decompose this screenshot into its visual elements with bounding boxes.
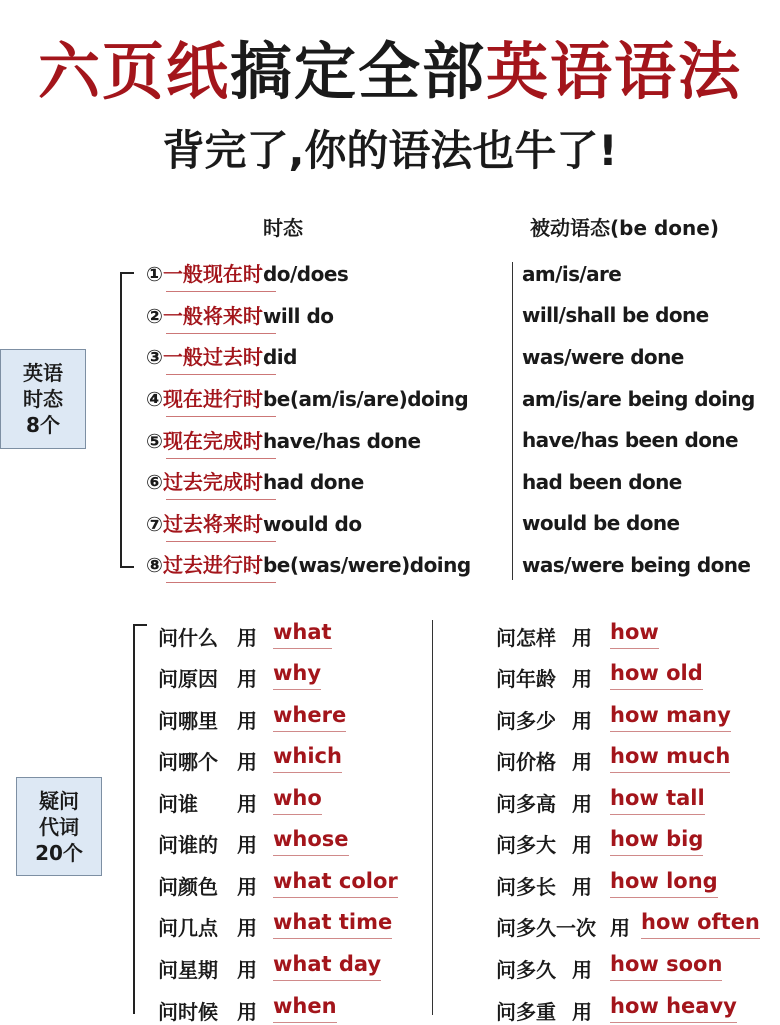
question-word-left: what time [273,910,392,939]
tense-underline [166,374,276,375]
question-prompt-left: 问谁的 [158,833,218,857]
question-use-right: 用 [572,626,592,650]
question-use-left: 用 [237,1000,257,1024]
question-word-right: how heavy [610,994,737,1023]
tense-number: ⑧ [146,553,163,577]
question-word-right: how [610,620,659,649]
passive-form: have/has been done [522,428,738,452]
question-prompt-left: 问星期 [158,958,218,982]
tense-row [146,383,468,423]
question-prompt-right: 问多久 [496,958,556,982]
question-use-right: 用 [610,916,630,940]
tense-form: do/does [262,262,349,286]
tense-row [146,425,421,465]
question-prompt-right: 问年龄 [496,667,556,691]
question-box-line: 代词 [39,815,79,839]
passive-form: was/were done [522,345,684,369]
question-category-box [16,777,102,876]
tense-form: have/has done [262,429,421,453]
tense-bracket [120,272,122,568]
tense-name: 现在完成时 [162,429,263,453]
passive-form: was/were being done [522,553,751,577]
tense-form: be(was/were)doing [262,553,471,577]
question-use-left: 用 [237,916,257,940]
question-word-left: when [273,994,337,1023]
question-prompt-right: 问怎样 [496,626,556,650]
tense-number: ⑥ [146,470,163,494]
tense-underline [166,541,276,542]
question-prompt-left: 问原因 [158,667,218,691]
page-title [0,22,780,111]
tense-name: 一般将来时 [162,304,263,328]
question-use-right: 用 [572,958,592,982]
tense-number: ② [146,304,163,328]
question-prompt-left: 问什么 [158,626,218,650]
tense-bracket-top [120,272,134,274]
question-prompt-right: 问多重 [496,1000,556,1024]
question-use-left: 用 [237,792,257,816]
question-prompt-left: 问时候 [158,1000,218,1024]
question-divider [432,620,433,1015]
tense-form: be(am/is/are)doing [262,387,469,411]
question-word-left: what day [273,952,381,981]
tense-number: ① [146,262,163,286]
tense-form: had done [262,470,364,494]
question-word-left: what [273,620,332,649]
passive-form: had been done [522,470,682,494]
tense-form: will do [262,304,334,328]
question-word-right: how much [610,744,730,773]
tense-underline [166,458,276,459]
question-use-left: 用 [237,875,257,899]
question-word-left: what color [273,869,398,898]
question-word-right: how big [610,827,703,856]
title-part-dark: 搞定全部 [229,35,486,108]
question-word-left: which [273,744,342,773]
tense-row [146,258,348,298]
question-prompt-left: 问颜色 [158,875,218,899]
question-word-right: how soon [610,952,722,981]
question-prompt-right: 问多大 [496,833,556,857]
question-word-right: how old [610,661,703,690]
question-use-right: 用 [572,667,592,691]
question-prompt-left: 问几点 [158,916,218,940]
question-word-right: how tall [610,786,705,815]
question-bracket-top [133,624,147,626]
tense-name: 一般过去时 [162,345,263,369]
tense-underline [166,291,276,292]
tense-box-line: 时态 [23,387,63,411]
question-prompt-right: 问多高 [496,792,556,816]
tense-name: 过去进行时 [162,553,263,577]
tense-underline [166,416,276,417]
question-prompt-left: 问谁 [158,792,198,816]
tense-underline [166,582,276,583]
question-box-line: 疑问 [39,789,79,813]
question-use-right: 用 [572,833,592,857]
question-bracket [133,624,135,1014]
tense-row [146,341,297,381]
tense-box-line: 英语 [23,361,63,385]
question-box-line: 20个 [35,841,83,865]
question-use-left: 用 [237,958,257,982]
tense-form: would do [262,512,362,536]
passive-form: would be done [522,511,680,535]
passive-form: am/is/are [522,262,622,286]
tense-underline [166,499,276,500]
question-prompt-left: 问哪个 [158,750,218,774]
passive-form: will/shall be done [522,303,709,327]
question-prompt-right: 问价格 [496,750,556,774]
title-part-red-1: 六页纸 [37,35,230,108]
tense-row [146,508,362,548]
question-use-left: 用 [237,750,257,774]
page-subtitle: 背完了,你的语法也牛了! [162,126,618,175]
tense-number: ③ [146,345,163,369]
question-use-left: 用 [237,667,257,691]
tense-name: 现在进行时 [162,387,263,411]
question-use-right: 用 [572,792,592,816]
passive-column-heading: 被动语态(be done) [530,216,719,240]
tense-box-line: 8个 [26,413,60,437]
question-use-left: 用 [237,709,257,733]
tense-row [146,549,471,589]
tense-name: 一般现在时 [162,262,263,286]
tense-underline [166,333,276,334]
tense-category-box [0,349,86,449]
question-use-right: 用 [572,875,592,899]
question-use-left: 用 [237,833,257,857]
question-word-left: who [273,786,322,815]
question-use-left: 用 [237,626,257,650]
question-prompt-right: 问多长 [496,875,556,899]
question-word-left: why [273,661,321,690]
question-prompt-right: 问多久一次 [496,916,596,940]
question-word-right: how often [641,910,760,939]
question-word-right: how many [610,703,731,732]
tense-divider [512,262,513,580]
tense-row [146,466,364,506]
tense-name: 过去完成时 [162,470,263,494]
question-word-right: how long [610,869,718,898]
question-word-left: where [273,703,346,732]
tense-number: ⑤ [146,429,163,453]
tense-name: 过去将来时 [162,512,263,536]
tense-row [146,300,334,340]
question-use-right: 用 [572,709,592,733]
tense-form: did [262,345,297,369]
question-prompt-right: 问多少 [496,709,556,733]
question-prompt-left: 问哪里 [158,709,218,733]
question-use-right: 用 [572,750,592,774]
tense-number: ④ [146,387,163,411]
tense-bracket-bottom [120,566,134,568]
title-part-red-2: 英语语法 [486,35,743,108]
passive-form: am/is/are being doing [522,387,755,411]
tense-column-heading: 时态 [263,216,303,240]
question-word-left: whose [273,827,349,856]
question-use-right: 用 [572,1000,592,1024]
tense-number: ⑦ [146,512,163,536]
